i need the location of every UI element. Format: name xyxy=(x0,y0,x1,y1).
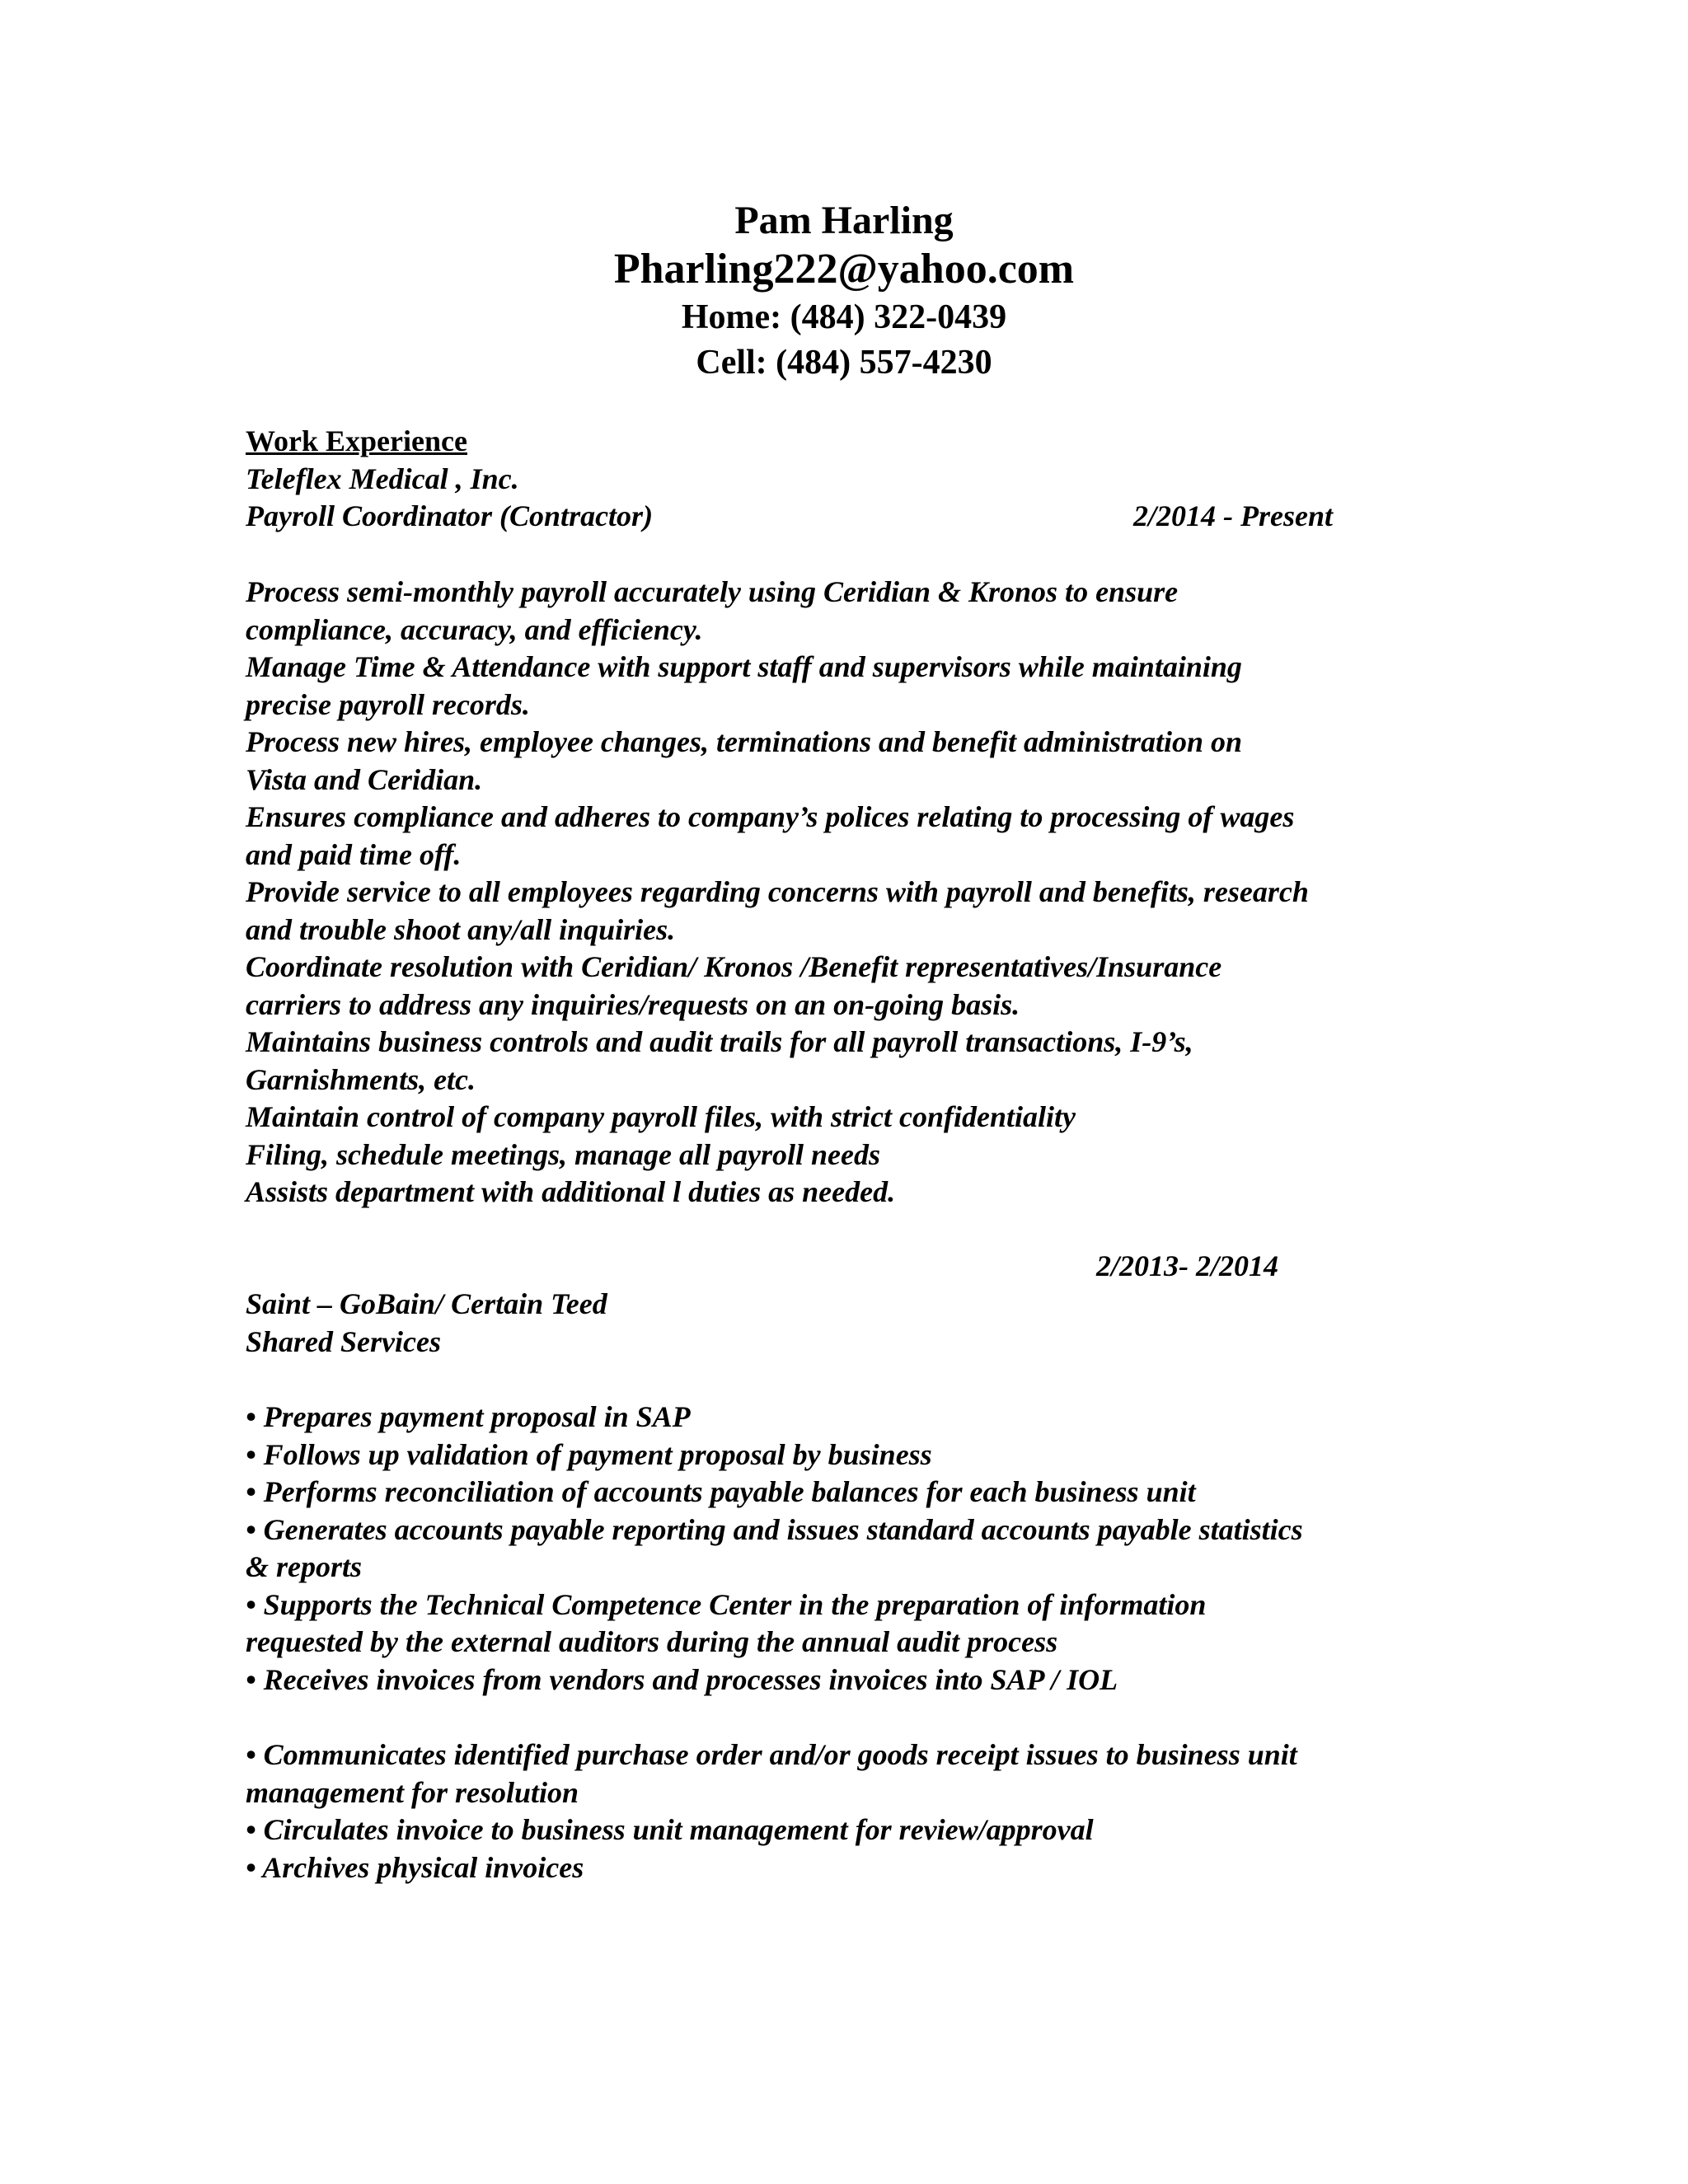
job1-company: Teleflex Medical , Inc. xyxy=(246,462,519,495)
job1-line: Filing, schedule meetings, manage all payroll needs xyxy=(246,1138,881,1171)
job2-bullet: • Archives physical invoices xyxy=(246,1851,584,1884)
job1-line: compliance, accuracy, and efficiency. xyxy=(246,613,703,646)
home-phone: Home: (484) 322-0439 xyxy=(681,298,1007,336)
job1-line: Manage Time & Attendance with support staff and supervisors while maintaining xyxy=(246,650,1242,683)
email-address: Pharling222@yahoo.com xyxy=(613,246,1075,293)
job1-line: Assists department with additional l duties as needed. xyxy=(246,1175,896,1208)
job1-line: Provide service to all employees regarding concerns with payroll and benefits, research xyxy=(246,875,1309,908)
job2-bullet: • Receives invoices from vendors and processes invoices into SAP / IOL xyxy=(246,1663,1118,1696)
job2-bullet: • Supports the Technical Competence Center in the preparation of information xyxy=(246,1588,1207,1621)
job1-line: and trouble shoot any/all inquiries. xyxy=(246,913,676,946)
job2-bullet: • Prepares payment proposal in SAP xyxy=(246,1400,691,1433)
job1-line: precise payroll records. xyxy=(246,688,530,721)
job2-bullet: • Performs reconciliation of accounts payable balances for each business unit xyxy=(246,1475,1196,1508)
job2-bullet: & reports xyxy=(246,1550,363,1583)
job2-bullet: management for resolution xyxy=(246,1776,579,1809)
job1-line: carriers to address any inquiries/requests on an on-going basis. xyxy=(246,988,1020,1021)
job2-bullet: • Circulates invoice to business unit management for review/approval xyxy=(246,1813,1094,1846)
job1-line: and paid time off. xyxy=(246,838,462,871)
job2-bullet: • Communicates identified purchase order and/or goods receipt issues to business unit xyxy=(246,1738,1297,1771)
candidate-name: Pam Harling xyxy=(734,199,954,242)
job2-bullet: • Follows up validation of payment proposal by business xyxy=(246,1438,932,1471)
job2-dates: 2/2013- 2/2014 xyxy=(1096,1249,1278,1282)
cell-phone: Cell: (484) 557-4230 xyxy=(696,344,992,382)
job2-department: Shared Services xyxy=(246,1325,441,1358)
job1-line: Process new hires, employee changes, terminations and benefit administration on xyxy=(246,725,1243,758)
job1-title: Payroll Coordinator (Contractor) xyxy=(246,499,654,532)
section-heading-work-experience: Work Experience xyxy=(246,424,467,457)
job1-line: Vista and Ceridian. xyxy=(246,763,483,796)
job1-line: Coordinate resolution with Ceridian/ Kronos /Benefit representatives/Insurance xyxy=(246,950,1222,983)
job1-line: Process semi-monthly payroll accurately using Ceridian & Kronos to ensure xyxy=(246,575,1179,608)
job1-line: Maintains business controls and audit trails for all payroll transactions, I-9’s, xyxy=(246,1025,1193,1058)
job1-line: Garnishments, etc. xyxy=(246,1063,476,1096)
job1-line: Ensures compliance and adheres to company’s polices relating to processing of wages xyxy=(246,800,1295,833)
job2-company: Saint – GoBain/ Certain Teed xyxy=(246,1287,607,1320)
job1-line: Maintain control of company payroll files, with strict confidentiality xyxy=(246,1100,1076,1133)
job2-bullet: • Generates accounts payable reporting and issues standard accounts payable statistics xyxy=(246,1513,1303,1546)
job2-bullet: requested by the external auditors during the annual audit process xyxy=(246,1625,1058,1658)
job1-dates: 2/2014 - Present xyxy=(1133,499,1333,532)
